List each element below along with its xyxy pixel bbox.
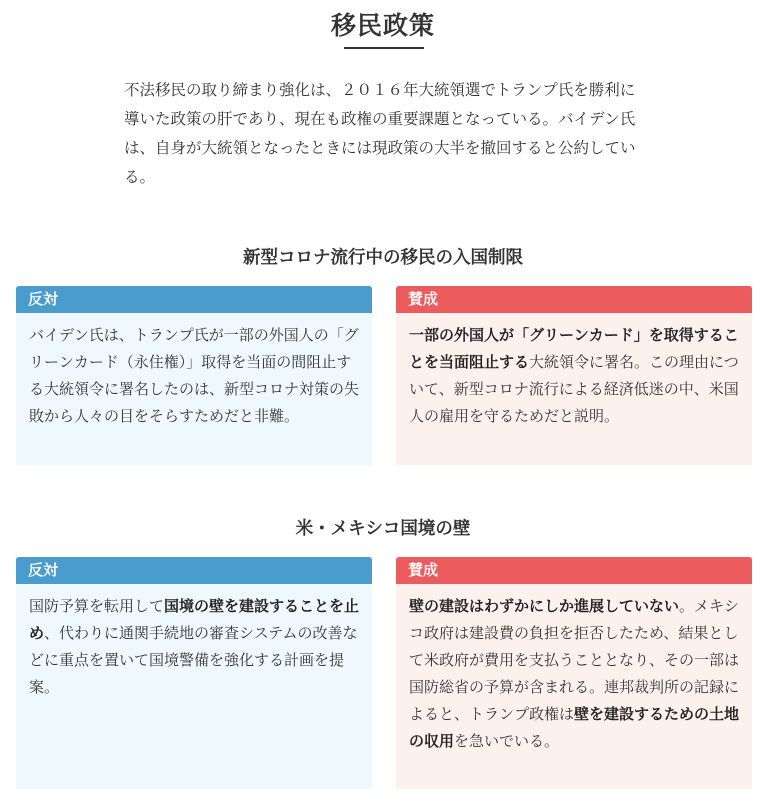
oppose-card-covid <box>16 286 372 465</box>
oppose-label: 反対 <box>16 557 372 584</box>
oppose-card-wall <box>16 557 372 789</box>
title-underline <box>344 47 424 49</box>
support-plain-text: 大統領令に署名。この理由について、新型コロナ流行による経済低迷の中、米国人の雇用を守るためだと説明。 <box>409 353 739 425</box>
support-plain-text-2: を急いでいる。 <box>454 732 560 750</box>
oppose-text <box>16 584 372 711</box>
support-text <box>396 313 752 440</box>
support-bold-text-2: 壁を建設するための土地の収用 <box>409 705 740 750</box>
support-text <box>396 584 752 765</box>
support-label: 賛成 <box>396 286 752 313</box>
section-heading-covid-entry-restriction: 新型コロナ流行中の移民の入国制限 <box>243 248 523 268</box>
page-title: 移民政策 <box>330 11 435 40</box>
section-heading-border-wall: 米・メキシコ国境の壁 <box>295 519 471 539</box>
intro-paragraph: 不法移民の取り締まり強化は、２０１６年大統領選でトランプ氏を勝利に導いた政策の肝であり、現在も政権の重要課題となっている。バイデン氏は、自身が大統領となったときには現政策の大半を撤回すると公約している。 <box>124 81 636 186</box>
support-card-wall <box>396 557 752 789</box>
support-bold-text: 一部の外国人が「グリーンカード」を取得することを当面阻止する <box>409 326 739 371</box>
oppose-text: バイデン氏は、トランプ氏が一部の外国人の「グリーンカード（永住権）」取得を当面の間阻止する大統領令に署名したのは、新型コロナ対策の失敗から人々の目をそらすためだと非難。 <box>29 326 360 425</box>
oppose-label: 反対 <box>16 286 372 313</box>
support-card-covid <box>396 286 752 465</box>
support-bold-text: 壁の建設はわずかにしか進展していない <box>409 597 680 615</box>
oppose-plain-text-2: 、代わりに通関手続地の審査システムの改善などに重点を置いて国境警備を強化する計画を提案。 <box>29 624 358 696</box>
support-plain-text: 。メキシコ政府は建設費の負担を拒否したため、結果として米政府が費用を支払うこととなり、その一部は国防総省の予算が含まれる。連邦裁判所の記録によると、トランプ政権は <box>409 597 740 723</box>
oppose-plain-text: 国防予算を転用して <box>29 597 165 615</box>
oppose-bold-text: 国境の壁を建設することを止め <box>29 597 360 642</box>
support-label: 賛成 <box>396 557 752 584</box>
